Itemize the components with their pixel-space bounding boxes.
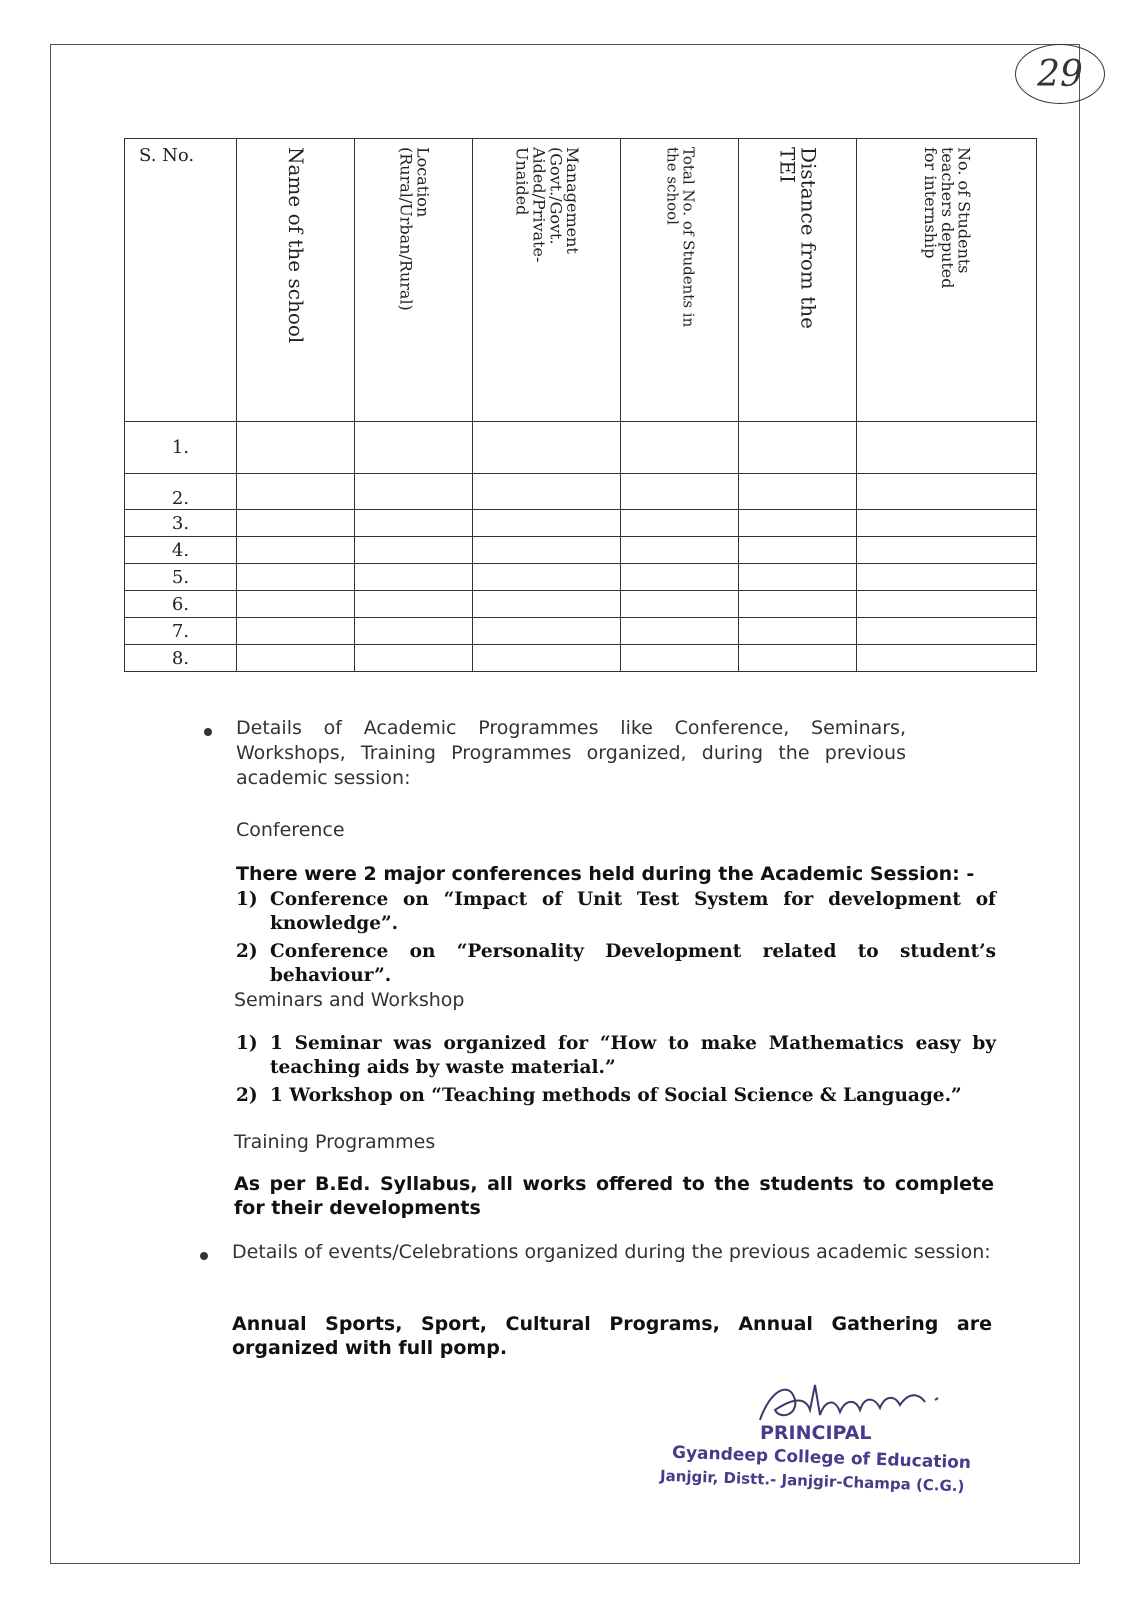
header-management: Management (Govt./Govt. Aided/Private- Unaided xyxy=(473,139,621,422)
header-sno: S. No. xyxy=(125,139,237,422)
header-distance: Distance from the TEI xyxy=(739,139,857,422)
stamp-title: PRINCIPAL xyxy=(760,1422,872,1444)
table-row: 2. xyxy=(125,474,1037,510)
table-row: 3. xyxy=(125,510,1037,537)
table-row: 8. xyxy=(125,645,1037,672)
table-row: 1. xyxy=(125,422,1037,474)
conference-lead: There were 2 major conferences held during the Academic Session: - xyxy=(236,863,975,885)
seminar-heading: Seminars and Workshop xyxy=(234,989,465,1011)
table-row: 6. xyxy=(125,591,1037,618)
bullet-icon xyxy=(204,728,212,736)
seminar-list xyxy=(236,1032,996,1108)
table-row: 7. xyxy=(125,618,1037,645)
page-number: 29 xyxy=(1015,44,1105,104)
list-item: 2) 1 Workshop on “Teaching methods of Social Science & Language.” xyxy=(236,1085,962,1106)
header-location: Location (Rural/Urban/Rural) xyxy=(355,139,473,422)
signature-icon xyxy=(750,1370,960,1430)
academic-intro: Details of Academic Programmes like Conference, Seminars, Workshops, Training Programmes organized, during the previous academic session: xyxy=(236,717,906,789)
list-item: 1) 1 Seminar was organized for “How to make Mathematics easy by teaching aids by waste material.” xyxy=(236,1033,996,1078)
list-item: 1) Conference on “Impact of Unit Test System for development of knowledge”. xyxy=(236,889,996,934)
training-heading: Training Programmes xyxy=(234,1131,436,1153)
events-text: Annual Sports, Sport, Cultural Programs, Annual Gathering are organized with full pomp. xyxy=(232,1313,992,1359)
table-row: 5. xyxy=(125,564,1037,591)
bullet-icon xyxy=(200,1252,208,1260)
stamp-address: Janjgir, Distt.- Janjgir-Champa (C.G.) xyxy=(659,1466,965,1496)
table-row: 4. xyxy=(125,537,1037,564)
conference-list xyxy=(236,888,996,988)
training-text: As per B.Ed. Syllabus, all works offered to the students to complete for their developments xyxy=(234,1173,994,1219)
header-total-students: Total No. of Students in the school xyxy=(621,139,739,422)
header-school-name: Name of the school xyxy=(237,139,355,422)
events-intro: Details of events/Celebrations organized during the previous academic session: xyxy=(232,1241,991,1263)
list-item: 2) Conference on “Personality Development related to student’s behaviour”. xyxy=(236,941,996,986)
stamp-college: Gyandeep College of Education xyxy=(671,1442,972,1474)
conference-heading: Conference xyxy=(236,819,345,841)
principal-stamp xyxy=(659,1370,972,1500)
header-students-deputed: No. of Students teachers deputed for internship xyxy=(857,139,1037,422)
